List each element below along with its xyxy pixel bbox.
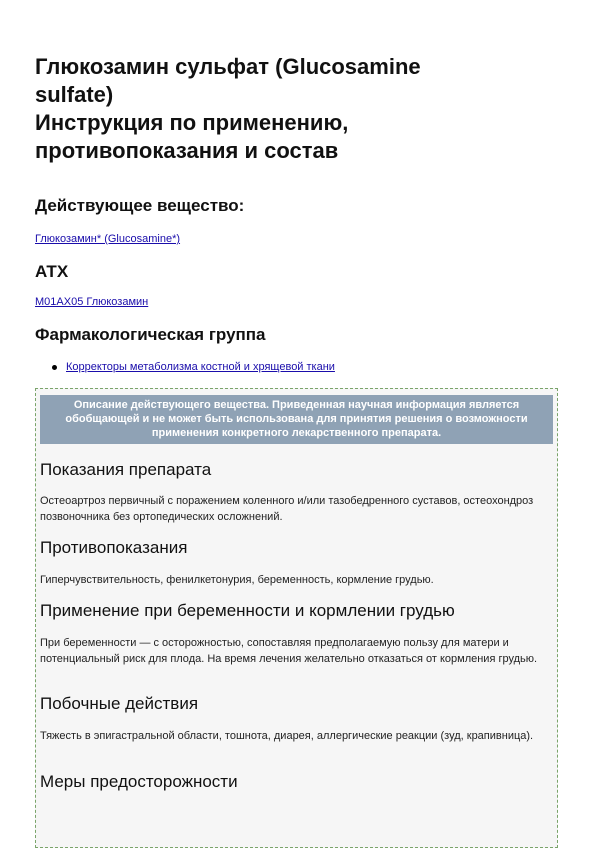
section-text-side-effects: Тяжесть в эпигастральной области, тошнота, диарея, аллергические реакции (зуд, крапивница). [40,730,534,742]
section-text-indications: Остеоартроз первичный с поражением коленного и/или тазобедренного суставов, остеохондроз позвоночника без ортопедических осложнений. [40,495,534,523]
substance-description-box [35,388,558,848]
disclaimer-banner: Описание действующего вещества. Приведенная научная информация является обобщающей и не может быть использована для принятия решения о возможности применения конкретного лекарственного препарата. [40,395,553,444]
section-title-pregnancy: Применение при беременности и кормлении грудью [40,601,455,620]
title-line-1: Глюкозамин сульфат (Glucosamine [35,54,421,79]
atc-heading: АТХ [35,262,69,281]
active-substance-link[interactable]: Глюкозамин* (Glucosamine*) [35,233,181,245]
section-title-side-effects: Побочные действия [40,694,199,713]
title-line-4: противопоказания и состав [35,138,339,163]
section-title-contraindications: Противопоказания [40,538,188,557]
title-line-2: sulfate) [35,82,114,107]
list-item [35,359,335,375]
pharm-group-list [35,359,335,375]
active-substance-heading: Действующее вещество: [35,196,245,215]
title-line-3: Инструкция по применению, [35,110,349,135]
atc-link[interactable]: M01AX05 Глюкозамин [35,296,149,308]
section-title-indications: Показания препарата [40,460,212,479]
bullet-icon [52,365,57,370]
pharm-group-heading: Фармакологическая группа [35,325,266,344]
section-text-contraindications: Гиперчувствительность, фенилкетонурия, беременность, кормление грудью. [40,574,434,586]
section-title-precautions: Меры предосторожности [40,772,238,791]
pharm-group-link[interactable]: Корректоры метаболизма костной и хрящевой ткани [66,361,335,373]
section-text-pregnancy: При беременности — с осторожностью, сопоставляя предполагаемую пользу для матери и потенциальный риск для плода. На время лечения желательно отказаться от кормления грудью. [40,637,538,665]
page-title [35,53,535,165]
